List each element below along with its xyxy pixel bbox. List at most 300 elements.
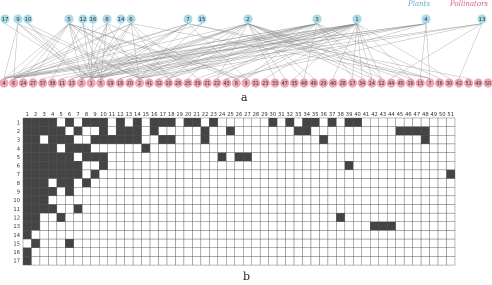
matrix-cell-empty	[159, 179, 167, 188]
matrix-cell-filled	[82, 179, 90, 188]
matrix-cell-empty	[108, 205, 116, 214]
matrix-cell-empty	[175, 256, 183, 265]
matrix-cell-empty	[167, 205, 175, 214]
matrix-cell-empty	[91, 205, 99, 214]
pollinator-node-9	[241, 78, 250, 87]
matrix-cell-empty	[353, 239, 361, 248]
matrix-cell-empty	[387, 196, 395, 205]
matrix-cell-empty	[438, 187, 446, 196]
matrix-cell-empty	[336, 153, 344, 162]
matrix-cell-empty	[125, 222, 133, 231]
matrix-cell-empty	[82, 256, 90, 265]
matrix-cell-empty	[48, 256, 56, 265]
plant-node-label: 7	[186, 17, 190, 23]
matrix-cell-empty	[421, 239, 429, 248]
matrix-cell-empty	[74, 222, 82, 231]
matrix-cell-empty	[82, 187, 90, 196]
matrix-cell-empty	[150, 161, 158, 170]
matrix-cell-filled	[57, 135, 65, 144]
matrix-cell-empty	[125, 205, 133, 214]
matrix-cell-empty	[167, 213, 175, 222]
pollinator-node-40	[329, 78, 338, 87]
matrix-cell-empty	[108, 256, 116, 265]
matrix-cell-empty	[125, 161, 133, 170]
matrix-cell-empty	[218, 144, 226, 153]
matrix-cell-empty	[396, 161, 404, 170]
matrix-cell-empty	[387, 161, 395, 170]
pollinator-node-20	[125, 78, 134, 87]
matrix-cell-empty	[243, 179, 251, 188]
matrix-cell-empty	[413, 135, 421, 144]
pollinator-node-51	[464, 78, 473, 87]
matrix-cell-empty	[201, 196, 209, 205]
matrix-cell-empty	[362, 213, 370, 222]
matrix-cell-empty	[226, 239, 234, 248]
matrix-cell-empty	[218, 127, 226, 136]
pollinator-node-label: 19	[107, 82, 114, 87]
column-label: 14	[134, 112, 141, 118]
matrix-cell-empty	[116, 213, 124, 222]
matrix-cell-empty	[40, 239, 48, 248]
matrix-cell-empty	[379, 213, 387, 222]
matrix-cell-filled	[65, 144, 73, 153]
pollinator-node-5	[96, 78, 105, 87]
matrix-cell-empty	[303, 256, 311, 265]
matrix-cell-empty	[252, 196, 260, 205]
matrix-cell-empty	[277, 248, 285, 257]
matrix-cell-empty	[133, 196, 141, 205]
matrix-cell-empty	[142, 170, 150, 179]
matrix-cell-empty	[192, 170, 200, 179]
matrix-cell-empty	[294, 118, 302, 127]
plant-node-label: 8	[105, 17, 109, 23]
matrix-cell-empty	[91, 187, 99, 196]
matrix-cell-empty	[286, 179, 294, 188]
matrix-cell-filled	[303, 118, 311, 127]
matrix-cell-filled	[65, 153, 73, 162]
matrix-cell-filled	[209, 118, 217, 127]
matrix-cell-empty	[294, 248, 302, 257]
matrix-cell-empty	[286, 127, 294, 136]
matrix-cell-empty	[243, 205, 251, 214]
matrix-cell-empty	[48, 230, 56, 239]
matrix-cell-filled	[82, 153, 90, 162]
matrix-cell-empty	[430, 135, 438, 144]
matrix-cell-empty	[286, 239, 294, 248]
matrix-cell-empty	[328, 248, 336, 257]
column-label: 45	[396, 112, 404, 118]
pollinator-node-label: 34	[359, 82, 366, 87]
matrix-cell-empty	[209, 222, 217, 231]
matrix-cell-empty	[404, 153, 412, 162]
matrix-cell-filled	[353, 118, 361, 127]
matrix-cell-empty	[269, 135, 277, 144]
matrix-cell-filled	[328, 118, 336, 127]
matrix-cell-empty	[252, 135, 260, 144]
matrix-cell-empty	[421, 144, 429, 153]
matrix-cell-empty	[142, 118, 150, 127]
column-label: 51	[447, 112, 455, 118]
row-label: 7	[16, 172, 20, 179]
matrix-cell-empty	[430, 230, 438, 239]
matrix-cell-empty	[192, 213, 200, 222]
matrix-cell-filled	[201, 127, 209, 136]
matrix-cell-empty	[125, 179, 133, 188]
matrix-cell-empty	[159, 222, 167, 231]
matrix-cell-empty	[396, 256, 404, 265]
matrix-cell-empty	[413, 256, 421, 265]
matrix-cell-empty	[48, 213, 56, 222]
plant-node-9	[13, 14, 22, 23]
matrix-cell-filled	[31, 161, 39, 170]
matrix-cell-empty	[175, 127, 183, 136]
matrix-cell-empty	[243, 256, 251, 265]
matrix-cell-empty	[387, 248, 395, 257]
matrix-cell-empty	[209, 256, 217, 265]
matrix-cell-empty	[116, 153, 124, 162]
matrix-cell-empty	[108, 187, 116, 196]
matrix-cell-empty	[116, 248, 124, 257]
matrix-cell-filled	[31, 179, 39, 188]
matrix-cell-empty	[108, 153, 116, 162]
matrix-cell-filled	[23, 196, 31, 205]
pollinator-node-label: 3	[79, 82, 83, 87]
matrix-cell-empty	[167, 161, 175, 170]
matrix-cell-empty	[430, 213, 438, 222]
matrix-cell-empty	[252, 170, 260, 179]
matrix-cell-empty	[269, 248, 277, 257]
matrix-cell-empty	[277, 196, 285, 205]
matrix-cell-empty	[108, 161, 116, 170]
matrix-cell-empty	[142, 135, 150, 144]
matrix-cell-empty	[421, 179, 429, 188]
matrix-cell-empty	[294, 230, 302, 239]
matrix-cell-empty	[396, 153, 404, 162]
matrix-cell-empty	[243, 230, 251, 239]
matrix-cell-empty	[387, 256, 395, 265]
matrix-cell-empty	[319, 118, 327, 127]
matrix-cell-empty	[362, 153, 370, 162]
matrix-cell-empty	[387, 230, 395, 239]
matrix-cell-empty	[260, 196, 268, 205]
pollinator-node-14	[367, 78, 376, 87]
matrix-cell-empty	[447, 179, 455, 188]
matrix-cell-empty	[421, 196, 429, 205]
matrix-cell-empty	[74, 239, 82, 248]
matrix-cell-empty	[387, 213, 395, 222]
plant-node-label: 4	[424, 17, 428, 23]
matrix-cell-empty	[277, 230, 285, 239]
matrix-cell-empty	[438, 118, 446, 127]
matrix-cell-empty	[328, 170, 336, 179]
interaction-matrix	[23, 118, 455, 265]
matrix-cell-empty	[184, 196, 192, 205]
matrix-cell-empty	[353, 161, 361, 170]
matrix-cell-empty	[269, 256, 277, 265]
matrix-cell-empty	[150, 213, 158, 222]
matrix-cell-empty	[294, 161, 302, 170]
pollinator-node-label: 8	[234, 82, 238, 87]
matrix-cell-empty	[99, 222, 107, 231]
pollinator-node-32	[154, 78, 163, 87]
column-label: 15	[142, 112, 150, 118]
matrix-cell-empty	[370, 196, 378, 205]
matrix-cell-empty	[379, 239, 387, 248]
matrix-cell-empty	[226, 161, 234, 170]
matrix-cell-empty	[319, 230, 327, 239]
pollinator-node-label: 21	[204, 82, 211, 87]
panel-b-label: b	[243, 270, 251, 283]
matrix-cell-empty	[133, 170, 141, 179]
matrix-cell-empty	[235, 135, 243, 144]
pollinator-node-45	[396, 78, 405, 87]
matrix-cell-empty	[40, 213, 48, 222]
matrix-cell-empty	[142, 230, 150, 239]
matrix-cell-empty	[396, 205, 404, 214]
matrix-cell-empty	[150, 135, 158, 144]
matrix-cell-empty	[379, 248, 387, 257]
matrix-cell-empty	[294, 170, 302, 179]
matrix-cell-empty	[438, 230, 446, 239]
matrix-cell-empty	[353, 230, 361, 239]
matrix-cell-empty	[413, 118, 421, 127]
column-label: 1	[25, 112, 29, 118]
matrix-cell-empty	[413, 144, 421, 153]
matrix-cell-filled	[31, 187, 39, 196]
pollinator-node-4	[0, 78, 9, 87]
matrix-cell-filled	[235, 153, 243, 162]
matrix-cell-empty	[311, 239, 319, 248]
matrix-cell-empty	[175, 205, 183, 214]
matrix-cell-filled	[91, 170, 99, 179]
matrix-cell-empty	[336, 205, 344, 214]
matrix-cell-empty	[269, 196, 277, 205]
matrix-cell-empty	[82, 196, 90, 205]
matrix-cell-empty	[345, 230, 353, 239]
matrix-cell-empty	[65, 205, 73, 214]
pollinator-node-2	[135, 78, 144, 87]
plant-node-15	[197, 14, 206, 23]
pollinator-node-39	[193, 78, 202, 87]
matrix-cell-empty	[311, 135, 319, 144]
matrix-cell-empty	[362, 170, 370, 179]
pollinator-node-label: 12	[378, 82, 385, 87]
pollinator-node-6	[9, 78, 18, 87]
matrix-cell-empty	[243, 248, 251, 257]
matrix-cell-filled	[99, 161, 107, 170]
matrix-cell-empty	[353, 213, 361, 222]
matrix-cell-filled	[40, 170, 48, 179]
column-label: 16	[150, 112, 158, 118]
matrix-cell-empty	[328, 127, 336, 136]
matrix-cell-empty	[209, 153, 217, 162]
matrix-cell-empty	[150, 179, 158, 188]
matrix-cell-empty	[404, 170, 412, 179]
matrix-cell-empty	[116, 230, 124, 239]
matrix-cell-filled	[65, 118, 73, 127]
matrix-cell-empty	[218, 230, 226, 239]
matrix-cell-empty	[421, 170, 429, 179]
matrix-cell-empty	[396, 135, 404, 144]
matrix-cell-filled	[40, 127, 48, 136]
matrix-cell-empty	[353, 135, 361, 144]
matrix-cell-filled	[447, 170, 455, 179]
matrix-cell-empty	[159, 161, 167, 170]
matrix-cell-empty	[125, 213, 133, 222]
matrix-cell-empty	[175, 230, 183, 239]
matrix-cell-empty	[421, 248, 429, 257]
matrix-cell-empty	[74, 187, 82, 196]
matrix-cell-filled	[421, 135, 429, 144]
matrix-cell-empty	[277, 179, 285, 188]
matrix-cell-empty	[159, 170, 167, 179]
matrix-cell-empty	[201, 239, 209, 248]
matrix-cell-empty	[235, 187, 243, 196]
matrix-cell-empty	[319, 248, 327, 257]
matrix-cell-empty	[438, 135, 446, 144]
pollinator-node-25	[183, 78, 192, 87]
matrix-cell-empty	[328, 222, 336, 231]
matrix-cell-empty	[370, 230, 378, 239]
pollinator-node-label: 2	[137, 82, 142, 87]
matrix-cell-empty	[328, 135, 336, 144]
matrix-cell-empty	[404, 222, 412, 231]
matrix-cell-empty	[226, 144, 234, 153]
matrix-cell-empty	[252, 256, 260, 265]
matrix-cell-filled	[65, 135, 73, 144]
matrix-cell-empty	[404, 135, 412, 144]
matrix-cell-empty	[184, 127, 192, 136]
matrix-cell-empty	[218, 135, 226, 144]
matrix-cell-filled	[159, 118, 167, 127]
pollinator-node-46	[309, 78, 318, 87]
matrix-cell-empty	[108, 248, 116, 257]
matrix-cell-filled	[345, 161, 353, 170]
matrix-cell-empty	[447, 196, 455, 205]
matrix-cell-empty	[209, 161, 217, 170]
matrix-cell-empty	[209, 205, 217, 214]
matrix-cell-empty	[167, 127, 175, 136]
column-label: 7	[76, 112, 80, 118]
plant-node-3	[312, 14, 321, 23]
matrix-cell-empty	[379, 170, 387, 179]
matrix-cell-empty	[421, 153, 429, 162]
matrix-cell-empty	[353, 127, 361, 136]
matrix-cell-empty	[303, 187, 311, 196]
column-label: 49	[430, 112, 438, 118]
matrix-cell-empty	[226, 135, 234, 144]
matrix-cell-empty	[438, 153, 446, 162]
matrix-cell-empty	[150, 222, 158, 231]
matrix-cell-empty	[447, 248, 455, 257]
matrix-cell-empty	[319, 153, 327, 162]
matrix-cell-empty	[286, 256, 294, 265]
matrix-cell-filled	[23, 256, 31, 265]
column-label: 8	[84, 112, 89, 118]
matrix-cell-filled	[40, 144, 48, 153]
matrix-cell-empty	[243, 213, 251, 222]
column-label: 20	[184, 112, 192, 118]
pollinator-node-33	[270, 78, 279, 87]
matrix-cell-empty	[192, 256, 200, 265]
matrix-cell-empty	[235, 239, 243, 248]
matrix-cell-empty	[226, 230, 234, 239]
matrix-cell-empty	[438, 205, 446, 214]
matrix-cell-filled	[167, 118, 175, 127]
network-edge	[28, 24, 81, 79]
pollinator-node-label: 16	[407, 82, 414, 87]
plant-node-label: 13	[478, 17, 486, 23]
matrix-cell-empty	[150, 230, 158, 239]
matrix-cell-filled	[48, 118, 56, 127]
matrix-cell-empty	[133, 256, 141, 265]
pollinator-node-10	[164, 78, 173, 87]
pollinator-node-label: 41	[146, 82, 153, 87]
matrix-cell-empty	[209, 187, 217, 196]
matrix-cell-empty	[74, 135, 82, 144]
matrix-cell-empty	[379, 118, 387, 127]
matrix-cell-empty	[294, 256, 302, 265]
matrix-cell-empty	[125, 248, 133, 257]
pollinator-node-label: 51	[465, 82, 472, 87]
matrix-cell-empty	[260, 118, 268, 127]
matrix-cell-empty	[159, 144, 167, 153]
matrix-cell-empty	[167, 144, 175, 153]
matrix-cell-empty	[438, 196, 446, 205]
matrix-cell-empty	[201, 179, 209, 188]
matrix-cell-empty	[167, 153, 175, 162]
matrix-cell-empty	[286, 248, 294, 257]
matrix-cell-empty	[362, 127, 370, 136]
matrix-cell-empty	[328, 196, 336, 205]
column-label: 24	[218, 112, 226, 118]
matrix-cell-empty	[175, 213, 183, 222]
matrix-cell-empty	[277, 256, 285, 265]
matrix-cell-empty	[336, 118, 344, 127]
matrix-cell-empty	[116, 256, 124, 265]
matrix-cell-empty	[404, 256, 412, 265]
pollinator-node-label: 7	[428, 82, 432, 87]
matrix-cell-empty	[108, 127, 116, 136]
matrix-cell-empty	[303, 135, 311, 144]
pollinator-node-label: 45	[397, 82, 404, 87]
matrix-cell-empty	[370, 179, 378, 188]
matrix-cell-empty	[311, 161, 319, 170]
matrix-cell-empty	[40, 256, 48, 265]
matrix-cell-empty	[319, 239, 327, 248]
matrix-cell-filled	[226, 127, 234, 136]
matrix-cell-empty	[23, 239, 31, 248]
matrix-cell-empty	[243, 196, 251, 205]
matrix-cell-empty	[438, 239, 446, 248]
matrix-cell-empty	[387, 144, 395, 153]
matrix-cell-empty	[447, 222, 455, 231]
matrix-cell-empty	[218, 222, 226, 231]
matrix-cell-empty	[167, 256, 175, 265]
row-label: 9	[16, 189, 20, 196]
matrix-cell-filled	[31, 135, 39, 144]
plant-node-5	[64, 14, 73, 23]
plant-node-12	[78, 14, 87, 23]
matrix-cell-empty	[91, 144, 99, 153]
matrix-cell-empty	[116, 179, 124, 188]
plant-node-6	[126, 14, 135, 23]
pollinator-node-13	[67, 78, 76, 87]
matrix-cell-filled	[48, 153, 56, 162]
matrix-cell-empty	[303, 222, 311, 231]
matrix-cell-empty	[99, 230, 107, 239]
matrix-cell-empty	[235, 230, 243, 239]
